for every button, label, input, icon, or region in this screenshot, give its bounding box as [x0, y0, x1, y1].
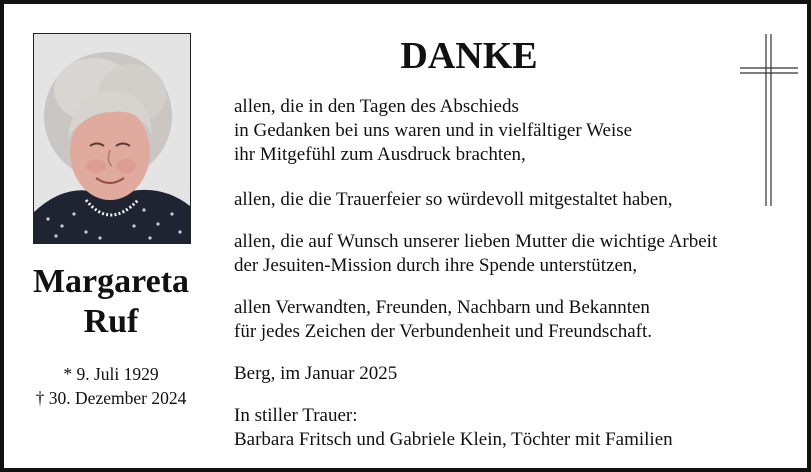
text-line: In stiller Trauer: — [234, 405, 358, 426]
text-line: allen, die in den Tagen des Abschieds — [234, 96, 519, 117]
place-date — [234, 362, 397, 386]
birth-date: * 9. Juli 1929 — [63, 364, 159, 384]
text-line: der Jesuiten-Mission durch ihre Spende unterstützen, — [234, 255, 638, 276]
cross-icon — [738, 32, 800, 213]
text-line: allen, die die Trauerfeier so würdevoll mitgestaltet haben, — [234, 189, 673, 210]
portrait-photo — [33, 33, 191, 244]
paragraph-thanks-relatives — [234, 296, 652, 344]
text-line: ihr Mitgefühl zum Ausdruck brachten, — [234, 144, 526, 165]
first-name: Margareta — [32, 263, 190, 300]
text-line: Berg, im Januar 2025 — [234, 363, 398, 384]
text-line: Barbara Fritsch und Gabriele Klein, Töchter mit Familien — [234, 429, 673, 450]
paragraph-thanks-donation — [234, 230, 717, 278]
text-line: allen, die auf Wunsch unserer lieben Mutter die wichtige Arbeit — [234, 231, 718, 252]
life-dates — [4, 362, 218, 410]
text-line: in Gedanken bei uns waren und in vielfältiger Weise — [234, 120, 633, 141]
deceased-name — [4, 262, 218, 342]
notice-title: DANKE — [400, 35, 538, 77]
text-line: allen Verwandten, Freunden, Nachbarn und Bekannten — [234, 297, 650, 318]
signature-block — [234, 404, 673, 452]
death-date: † 30. Dezember 2024 — [35, 388, 187, 408]
paragraph-thanks-farewell — [234, 95, 632, 167]
text-line: für jedes Zeichen der Verbundenheit und Freundschaft. — [234, 321, 653, 342]
last-name: Ruf — [83, 303, 139, 340]
paragraph-thanks-ceremony — [234, 188, 672, 212]
